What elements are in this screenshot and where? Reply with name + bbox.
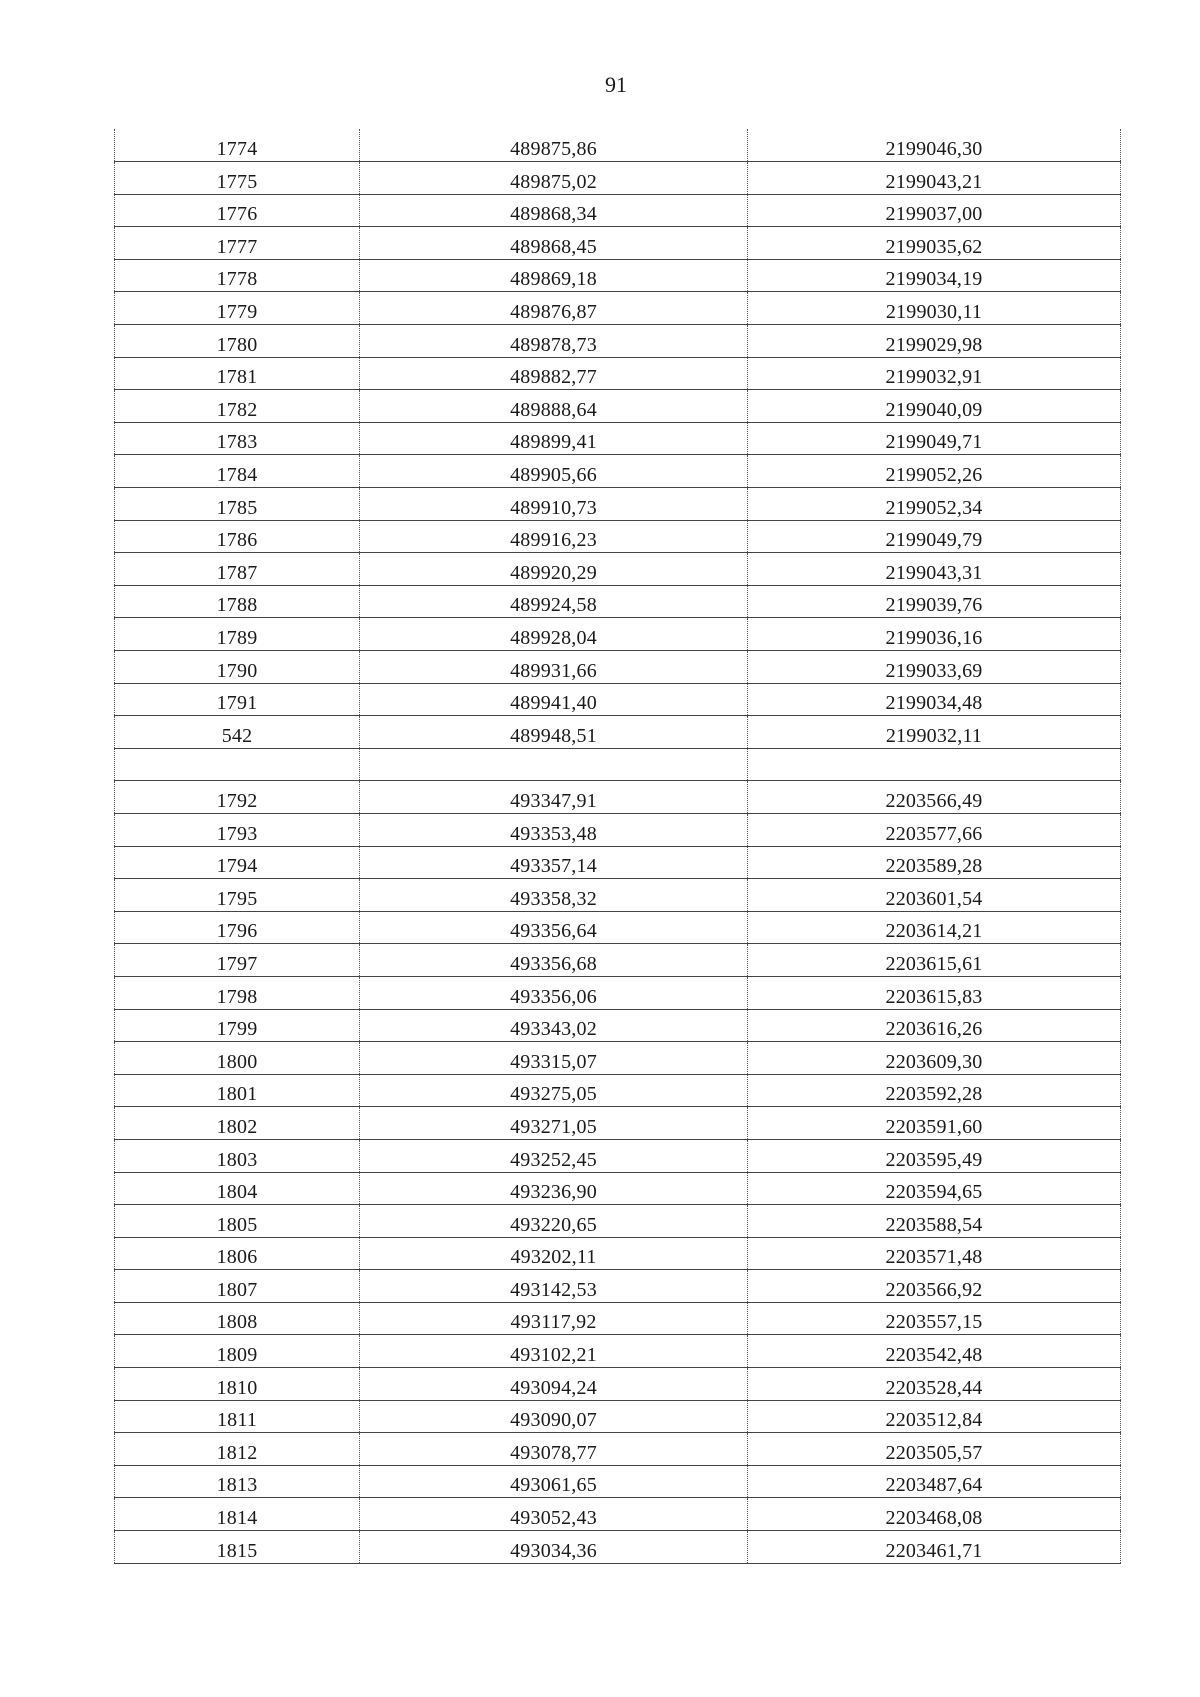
x-coordinate-cell: 493236,90 [360,1172,748,1205]
table-row [115,1498,1121,1531]
y-coordinate-cell: 2199036,16 [748,618,1121,651]
y-coordinate-cell: 2203505,57 [748,1433,1121,1466]
point-number-cell: 542 [115,716,360,749]
table-row [115,390,1121,423]
y-coordinate-cell: 2203614,21 [748,911,1121,944]
point-number-cell: 1807 [115,1270,360,1303]
point-number-cell: 1801 [115,1074,360,1107]
point-number-cell: 1797 [115,944,360,977]
y-coordinate-cell: 2199037,00 [748,194,1121,227]
y-coordinate-cell: 2203615,61 [748,944,1121,977]
x-coordinate-cell: 489920,29 [360,553,748,586]
point-number-cell: 1790 [115,651,360,684]
table-row [115,227,1121,260]
table-row [115,1237,1121,1270]
y-coordinate-cell: 2199034,48 [748,683,1121,716]
table-row [115,422,1121,455]
y-coordinate-cell: 2199034,19 [748,259,1121,292]
x-coordinate-cell: 489928,04 [360,618,748,651]
table-row [115,1172,1121,1205]
y-coordinate-cell: 2203571,48 [748,1237,1121,1270]
y-coordinate-cell: 2203601,54 [748,879,1121,912]
point-number-cell: 1814 [115,1498,360,1531]
y-coordinate-cell: 2199035,62 [748,227,1121,260]
page-number: 91 [605,72,627,97]
point-number-cell: 1791 [115,683,360,716]
x-coordinate-cell: 489875,02 [360,162,748,195]
y-coordinate-cell: 2203616,26 [748,1009,1121,1042]
point-number-cell: 1775 [115,162,360,195]
point-number-cell: 1799 [115,1009,360,1042]
y-coordinate-cell: 2203461,71 [748,1531,1121,1564]
point-number-cell: 1788 [115,585,360,618]
y-coordinate-cell: 2203615,83 [748,976,1121,1009]
table-row [115,813,1121,846]
x-coordinate-cell: 489916,23 [360,520,748,553]
y-coordinate-cell: 2203595,49 [748,1139,1121,1172]
x-coordinate-cell: 489941,40 [360,683,748,716]
coordinates-table-body [115,129,1121,1563]
x-coordinate-cell: 493142,53 [360,1270,748,1303]
table-row [115,1270,1121,1303]
table-row [115,129,1121,162]
table-row [115,162,1121,195]
point-number-cell: 1776 [115,194,360,227]
point-number-cell: 1783 [115,422,360,455]
table-row [115,716,1121,749]
x-coordinate-cell: 493356,68 [360,944,748,977]
point-number-cell: 1795 [115,879,360,912]
point-number-cell: 1804 [115,1172,360,1205]
y-coordinate-cell: 2199029,98 [748,325,1121,358]
table-row [115,1433,1121,1466]
point-number-cell: 1774 [115,129,360,162]
table-row [115,651,1121,684]
point-number-cell: 1800 [115,1042,360,1075]
y-coordinate-cell: 2203566,92 [748,1270,1121,1303]
x-coordinate-cell: 493220,65 [360,1205,748,1238]
table-row [115,1302,1121,1335]
y-coordinate-cell: 2203589,28 [748,846,1121,879]
point-number-cell: 1778 [115,259,360,292]
point-number-cell: 1793 [115,813,360,846]
point-number-cell: 1808 [115,1302,360,1335]
x-coordinate-cell: 493347,91 [360,781,748,814]
table-row [115,748,1121,781]
y-coordinate-cell: 2203542,48 [748,1335,1121,1368]
x-coordinate-cell: 493357,14 [360,846,748,879]
y-coordinate-cell: 2199049,71 [748,422,1121,455]
point-number-cell: 1780 [115,325,360,358]
x-coordinate-cell: 493356,64 [360,911,748,944]
point-number-cell: 1802 [115,1107,360,1140]
x-coordinate-cell: 489924,58 [360,585,748,618]
x-coordinate-cell: 489876,87 [360,292,748,325]
y-coordinate-cell: 2203512,84 [748,1400,1121,1433]
x-coordinate-cell: 489878,73 [360,325,748,358]
point-number-cell: 1779 [115,292,360,325]
point-number-cell: 1777 [115,227,360,260]
y-coordinate-cell: 2199049,79 [748,520,1121,553]
point-number-cell [115,748,360,781]
point-number-cell: 1798 [115,976,360,1009]
table-row [115,618,1121,651]
x-coordinate-cell: 489875,86 [360,129,748,162]
table-row [115,1531,1121,1564]
y-coordinate-cell: 2199052,26 [748,455,1121,488]
x-coordinate-cell: 489899,41 [360,422,748,455]
table-row [115,455,1121,488]
y-coordinate-cell: 2199033,69 [748,651,1121,684]
y-coordinate-cell: 2203557,15 [748,1302,1121,1335]
point-number-cell: 1813 [115,1465,360,1498]
table-row [115,553,1121,586]
y-coordinate-cell: 2199043,21 [748,162,1121,195]
y-coordinate-cell: 2203566,49 [748,781,1121,814]
point-number-cell: 1794 [115,846,360,879]
point-number-cell: 1806 [115,1237,360,1270]
x-coordinate-cell: 493094,24 [360,1368,748,1401]
point-number-cell: 1792 [115,781,360,814]
table-row [115,944,1121,977]
table-row [115,1139,1121,1172]
table-row [115,259,1121,292]
y-coordinate-cell: 2199039,76 [748,585,1121,618]
point-number-cell: 1812 [115,1433,360,1466]
x-coordinate-cell: 493343,02 [360,1009,748,1042]
x-coordinate-cell: 489905,66 [360,455,748,488]
table-row [115,683,1121,716]
table-row [115,325,1121,358]
y-coordinate-cell: 2199046,30 [748,129,1121,162]
table-row [115,585,1121,618]
table-row [115,1335,1121,1368]
x-coordinate-cell: 493090,07 [360,1400,748,1433]
point-number-cell: 1784 [115,455,360,488]
y-coordinate-cell: 2199030,11 [748,292,1121,325]
point-number-cell: 1796 [115,911,360,944]
x-coordinate-cell: 493102,21 [360,1335,748,1368]
y-coordinate-cell: 2203468,08 [748,1498,1121,1531]
x-coordinate-cell: 493315,07 [360,1042,748,1075]
x-coordinate-cell: 493275,05 [360,1074,748,1107]
table-row [115,1400,1121,1433]
table-row [115,1009,1121,1042]
point-number-cell: 1786 [115,520,360,553]
x-coordinate-cell: 489888,64 [360,390,748,423]
point-number-cell: 1815 [115,1531,360,1564]
x-coordinate-cell: 493202,11 [360,1237,748,1270]
x-coordinate-cell: 493117,92 [360,1302,748,1335]
table-row [115,976,1121,1009]
x-coordinate-cell: 489882,77 [360,357,748,390]
point-number-cell: 1785 [115,488,360,521]
x-coordinate-cell: 489868,45 [360,227,748,260]
y-coordinate-cell: 2199032,91 [748,357,1121,390]
x-coordinate-cell [360,748,748,781]
table-row [115,488,1121,521]
table-row [115,357,1121,390]
point-number-cell: 1787 [115,553,360,586]
table-row [115,194,1121,227]
x-coordinate-cell: 493078,77 [360,1433,748,1466]
point-number-cell: 1803 [115,1139,360,1172]
y-coordinate-cell: 2203588,54 [748,1205,1121,1238]
table-row [115,911,1121,944]
table-row [115,879,1121,912]
point-number-cell: 1810 [115,1368,360,1401]
y-coordinate-cell: 2203592,28 [748,1074,1121,1107]
table-row [115,1205,1121,1238]
table-row [115,1042,1121,1075]
x-coordinate-cell: 489869,18 [360,259,748,292]
x-coordinate-cell: 489910,73 [360,488,748,521]
table-row [115,1368,1121,1401]
point-number-cell: 1805 [115,1205,360,1238]
y-coordinate-cell: 2199040,09 [748,390,1121,423]
y-coordinate-cell: 2199052,34 [748,488,1121,521]
y-coordinate-cell: 2203528,44 [748,1368,1121,1401]
table-row [115,781,1121,814]
x-coordinate-cell: 489948,51 [360,716,748,749]
x-coordinate-cell: 489868,34 [360,194,748,227]
table-row [115,846,1121,879]
table-row [115,1074,1121,1107]
y-coordinate-cell: 2203487,64 [748,1465,1121,1498]
point-number-cell: 1782 [115,390,360,423]
table-row [115,1107,1121,1140]
coordinates-table [114,129,1121,1564]
x-coordinate-cell: 493034,36 [360,1531,748,1564]
y-coordinate-cell: 2203577,66 [748,813,1121,846]
y-coordinate-cell: 2199043,31 [748,553,1121,586]
point-number-cell: 1811 [115,1400,360,1433]
point-number-cell: 1789 [115,618,360,651]
y-coordinate-cell: 2203594,65 [748,1172,1121,1205]
table-row [115,292,1121,325]
y-coordinate-cell: 2203591,60 [748,1107,1121,1140]
x-coordinate-cell: 493356,06 [360,976,748,1009]
y-coordinate-cell: 2203609,30 [748,1042,1121,1075]
table-row [115,520,1121,553]
y-coordinate-cell [748,748,1121,781]
x-coordinate-cell: 493052,43 [360,1498,748,1531]
x-coordinate-cell: 493353,48 [360,813,748,846]
table-row [115,1465,1121,1498]
point-number-cell: 1809 [115,1335,360,1368]
x-coordinate-cell: 493252,45 [360,1139,748,1172]
point-number-cell: 1781 [115,357,360,390]
x-coordinate-cell: 493061,65 [360,1465,748,1498]
x-coordinate-cell: 489931,66 [360,651,748,684]
y-coordinate-cell: 2199032,11 [748,716,1121,749]
x-coordinate-cell: 493358,32 [360,879,748,912]
x-coordinate-cell: 493271,05 [360,1107,748,1140]
